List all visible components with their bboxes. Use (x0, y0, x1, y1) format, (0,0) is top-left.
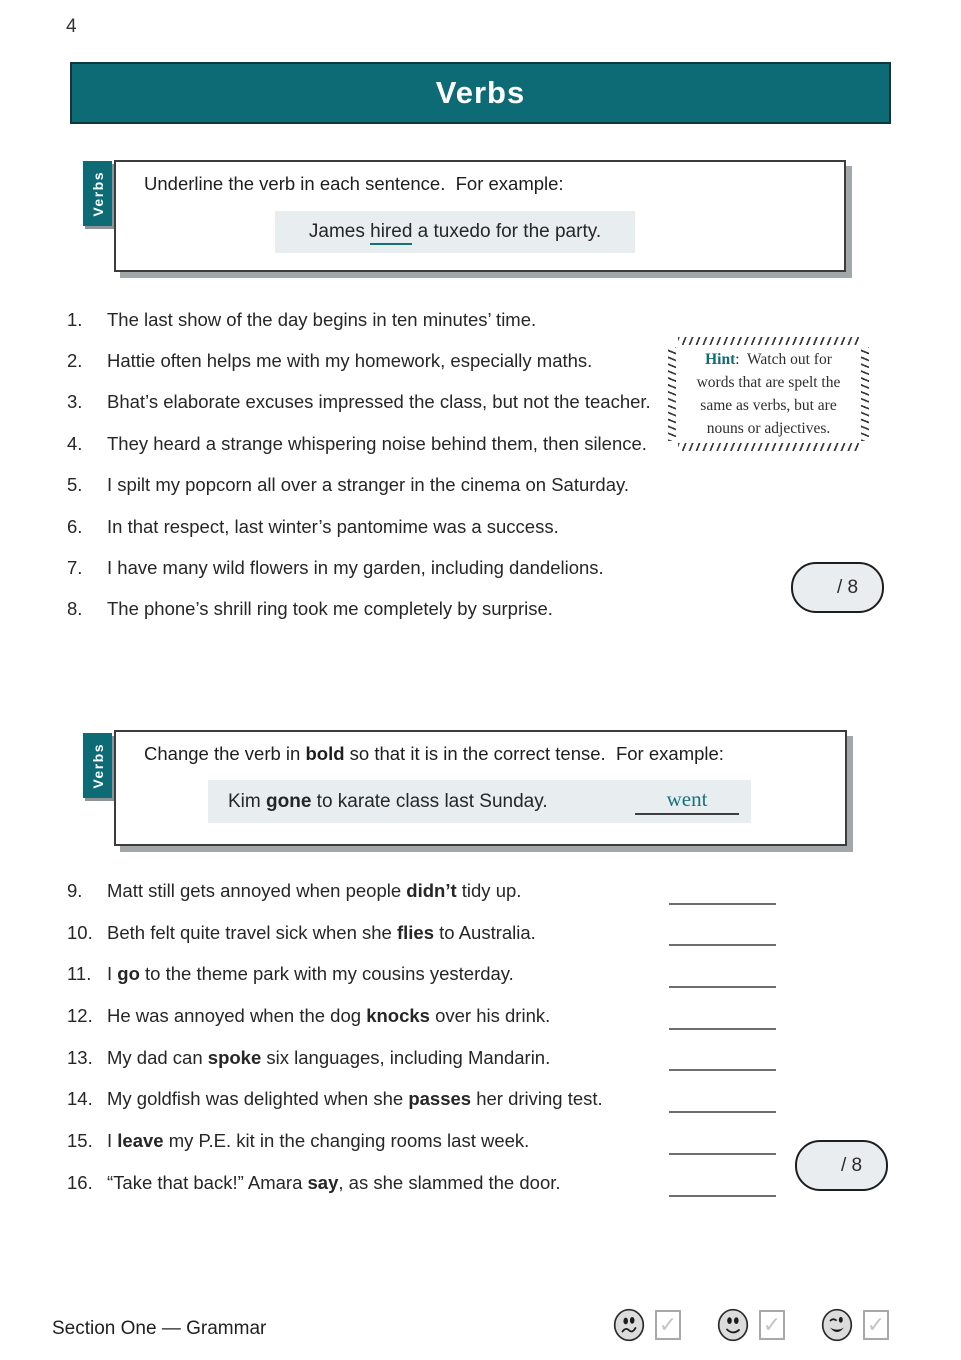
bold-verb: spoke (207, 1046, 262, 1068)
example-pre: Kim (228, 790, 266, 812)
page-title: Verbs (435, 75, 526, 110)
bold-verb: flies (396, 921, 435, 943)
bold-verb: passes (408, 1088, 472, 1110)
item-text: My dad can spoke six languages, including Mandarin. (107, 1046, 551, 1068)
hint-box (668, 337, 869, 451)
answer-blank[interactable] (669, 944, 776, 946)
list-item (67, 506, 687, 547)
section-footer: Section One — Grammar (52, 1318, 267, 1339)
page-title-banner (70, 62, 891, 124)
example-post: a tuxedo for the party. (412, 221, 602, 242)
item-number: 14. (67, 1088, 93, 1110)
item-number: 11. (67, 963, 92, 985)
item-text[interactable]: I spilt my popcorn all over a stranger in the cinema on Saturday. (107, 474, 630, 496)
exercise2-score-box[interactable]: / 8 (795, 1140, 888, 1191)
tab-label: Verbs (89, 742, 106, 789)
item-text: Beth felt quite travel sick when she flies to Australia. (107, 921, 536, 943)
item-text: Matt still gets annoyed when people didn’t tidy up. (107, 879, 522, 901)
bold-verb: leave (117, 1129, 164, 1151)
answer-blank[interactable] (669, 903, 776, 905)
section-tab-verbs (83, 161, 112, 226)
answer-blank[interactable] (669, 1069, 776, 1071)
hint-text: Hint: Watch out for words that are spelt the same as verbs, but are nouns or adjectives. (696, 351, 841, 437)
item-text: I go to the theme park with my cousins yesterday. (107, 963, 514, 985)
exercise1-example (275, 211, 635, 253)
item-text: He was annoyed when the dog knocks over his drink. (107, 1004, 551, 1026)
list-item (67, 870, 776, 912)
exercise2-example (208, 780, 751, 823)
exercise1-instruction: Underline the verb in each sentence. For example: (144, 173, 564, 194)
happy-checkbox[interactable]: ✓ (863, 1310, 889, 1340)
answer-blank[interactable] (669, 1195, 776, 1197)
section-tab-verbs (83, 733, 112, 798)
neutral-face-icon (717, 1308, 749, 1342)
answer-blank[interactable] (669, 1153, 776, 1155)
list-item (67, 547, 687, 588)
item-number: 10. (67, 921, 93, 943)
exercise2-question-list (67, 870, 776, 1204)
exercise2-instruction: Change the verb in bold so that it is in the correct tense. For example: (144, 743, 724, 764)
list-item (67, 465, 687, 506)
item-text[interactable]: In that respect, last winter’s pantomime was a success. (107, 515, 559, 537)
page-number: 4 (66, 16, 77, 37)
item-text[interactable]: Bhat’s elaborate excuses impressed the class, but not the teacher. (107, 391, 651, 413)
list-item (67, 1078, 776, 1120)
item-text[interactable]: I have many wild flowers in my garden, including dandelions. (107, 557, 604, 579)
answer-blank[interactable] (669, 986, 776, 988)
exercise2-instruction-box (114, 730, 847, 846)
item-text[interactable]: The phone’s shrill ring took me completely by surprise. (107, 598, 553, 620)
item-number: 6. (67, 515, 83, 537)
example-answer: went (635, 788, 739, 815)
list-item (67, 589, 687, 630)
list-item (67, 382, 687, 423)
item-text: My goldfish was delighted when she passes her driving test. (107, 1088, 603, 1110)
item-text: “Take that back!” Amara say, as she slammed the door. (107, 1171, 561, 1193)
list-item (67, 340, 687, 381)
item-text[interactable]: They heard a strange whispering noise behind them, then silence. (107, 432, 647, 454)
happy-wink-face-icon (821, 1308, 853, 1342)
item-number: 7. (67, 557, 83, 579)
example-post: to karate class last Sunday. (311, 790, 548, 812)
hint-border-right (861, 347, 869, 441)
item-number: 1. (67, 308, 83, 330)
item-number: 5. (67, 474, 83, 496)
list-item (67, 299, 687, 340)
exercise1-instruction-box (114, 160, 846, 272)
list-item (67, 1162, 776, 1204)
item-number: 9. (67, 879, 83, 901)
confused-face-icon (613, 1308, 645, 1342)
list-item (67, 423, 687, 464)
self-assessment-faces (613, 1308, 889, 1342)
list-item (67, 912, 776, 954)
item-number: 15. (67, 1129, 93, 1151)
item-number: 12. (67, 1004, 93, 1026)
hint-border-bottom (678, 443, 859, 451)
bold-verb: say (307, 1171, 339, 1193)
item-number: 8. (67, 598, 83, 620)
list-item (67, 1120, 776, 1162)
item-number: 13. (67, 1046, 93, 1068)
list-item (67, 995, 776, 1037)
tab-label: Verbs (89, 170, 106, 217)
example-pre: James (308, 221, 371, 242)
confused-checkbox[interactable]: ✓ (655, 1310, 681, 1340)
item-number: 4. (67, 432, 83, 454)
exercise1-score-box[interactable]: / 8 (791, 562, 884, 613)
item-text: I leave my P.E. kit in the changing rooms last week. (107, 1129, 530, 1151)
hint-border-left (668, 347, 676, 441)
example-underlined-verb: hired (370, 221, 412, 245)
bold-verb: go (117, 963, 140, 985)
bold-verb: didn’t (406, 879, 457, 901)
example-bold-verb: gone (266, 790, 312, 812)
item-text[interactable]: The last show of the day begins in ten minutes’ time. (107, 308, 537, 330)
hint-border-top (678, 337, 859, 345)
neutral-checkbox[interactable]: ✓ (759, 1310, 785, 1340)
item-number: 3. (67, 391, 83, 413)
exercise1-question-list (67, 299, 687, 630)
item-text[interactable]: Hattie often helps me with my homework, especially maths. (107, 350, 593, 372)
item-number: 16. (67, 1171, 93, 1193)
list-item (67, 953, 776, 995)
answer-blank[interactable] (669, 1111, 776, 1113)
answer-blank[interactable] (669, 1028, 776, 1030)
list-item (67, 1037, 776, 1079)
bold-verb: knocks (366, 1004, 430, 1026)
item-number: 2. (67, 350, 83, 372)
hint-label: Hint (705, 351, 736, 368)
